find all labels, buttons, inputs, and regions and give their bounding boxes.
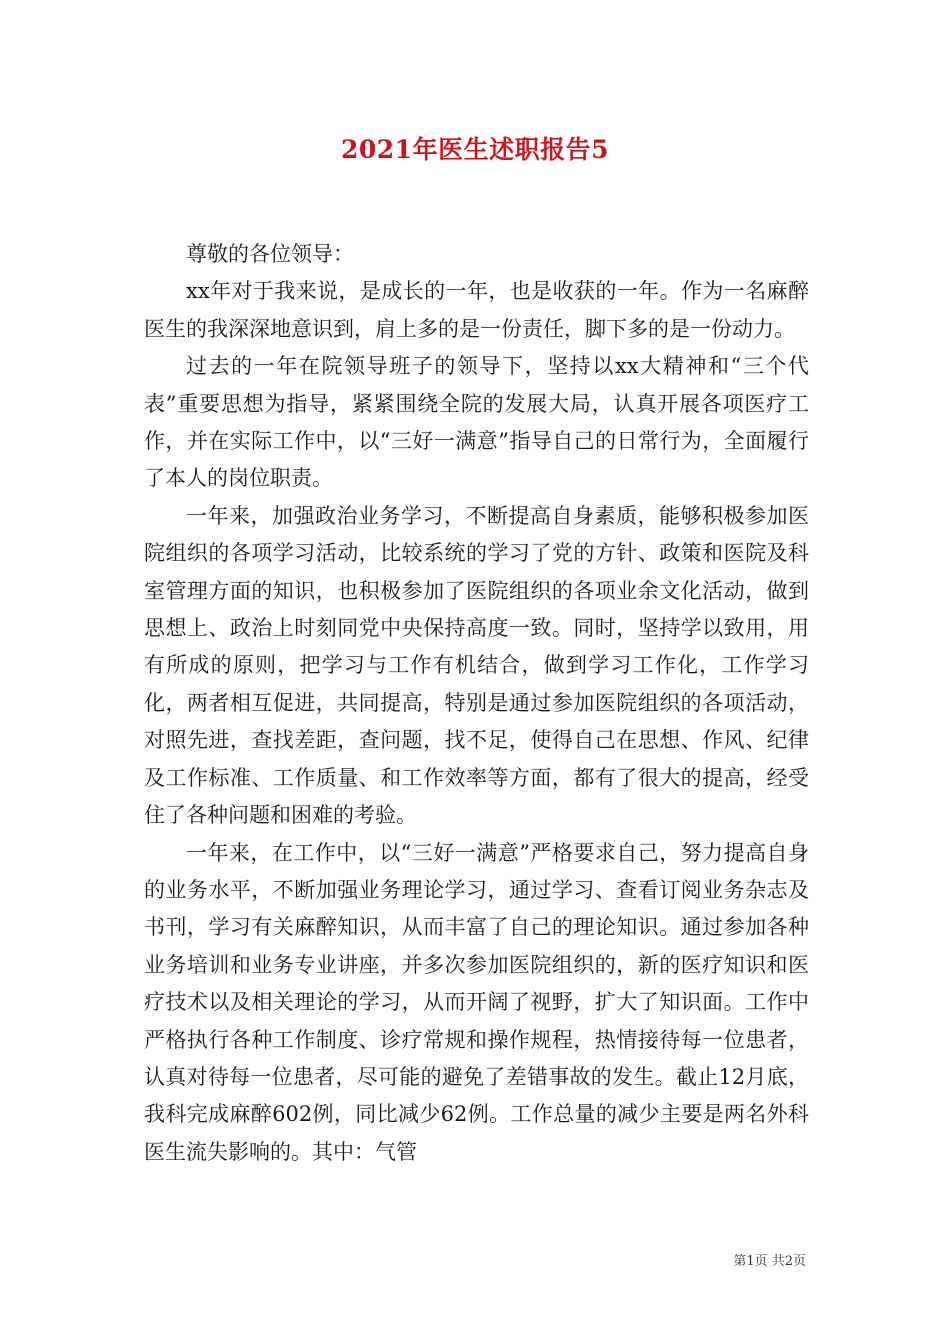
salutation: 尊敬的各位领导：	[186, 242, 354, 266]
page-footer	[0, 1250, 806, 1269]
paragraph-2: 过去的一年在院领导班子的领导下，坚持以xx大精神和“三个代表”重要思想为指导，紧紧围绕全院的发展大局，认真开展各项医疗工作，并在实际工作中，以“三好一满意”指导自己的日常行为，全面履行了本人的岗位职责。	[144, 354, 809, 491]
paragraph-1: xx年对于我来说，是成长的一年，也是收获的一年。作为一名麻醉医生的我深深地意识到，肩上多的是一份责任，脚下多的是一份动力。	[144, 279, 809, 341]
page-number: 第1页 共2页	[733, 1254, 806, 1269]
paragraph-3: 一年来，加强政治业务学习，不断提高自身素质，能够积极参加医院组织的各项学习活动，比较系统的学习了党的方针、政策和医院及科室管理方面的知识，也积极参加了医院组织的各项业余文化活动，做到思想上、政治上时刻同党中央保持高度一致。同时，坚持学以致用，用有所成的原则，把学习与工作有机结合，做到学习工作化，工作学习化，两者相互促进，共同提高，特别是通过参加医院组织的各项活动，对照先进，查找差距，查问题，找不足，使得自己在思想、作风、纪律及工作标准、工作质量、和工作效率等方面，都有了很大的提高，经受住了各种问题和困难的考验。	[144, 503, 809, 828]
paragraph-4: 一年来，在工作中，以“三好一满意”严格要求自己，努力提高自身的业务水平，不断加强业务理论学习，通过学习、查看订阅业务杂志及书刊，学习有关麻醉知识，从而丰富了自己的理论知识。通过参加各种业务培训和业务专业讲座，并多次参加医院组织的，新的医疗知识和医疗技术以及相关理论的学习，从而开阔了视野，扩大了知识面。工作中严格执行各种工作制度、诊疗常规和操作规程，热情接待每一位患者，认真对待每一位患者，尽可能的避免了差错事故的发生。截止12月底，我科完成麻醉602例，同比减少62例。工作总量的减少主要是两名外科医生流失影响的。其中：气管	[144, 840, 809, 1164]
document-body	[144, 236, 809, 1171]
document-title: 2021年医生述职报告5	[341, 135, 609, 164]
